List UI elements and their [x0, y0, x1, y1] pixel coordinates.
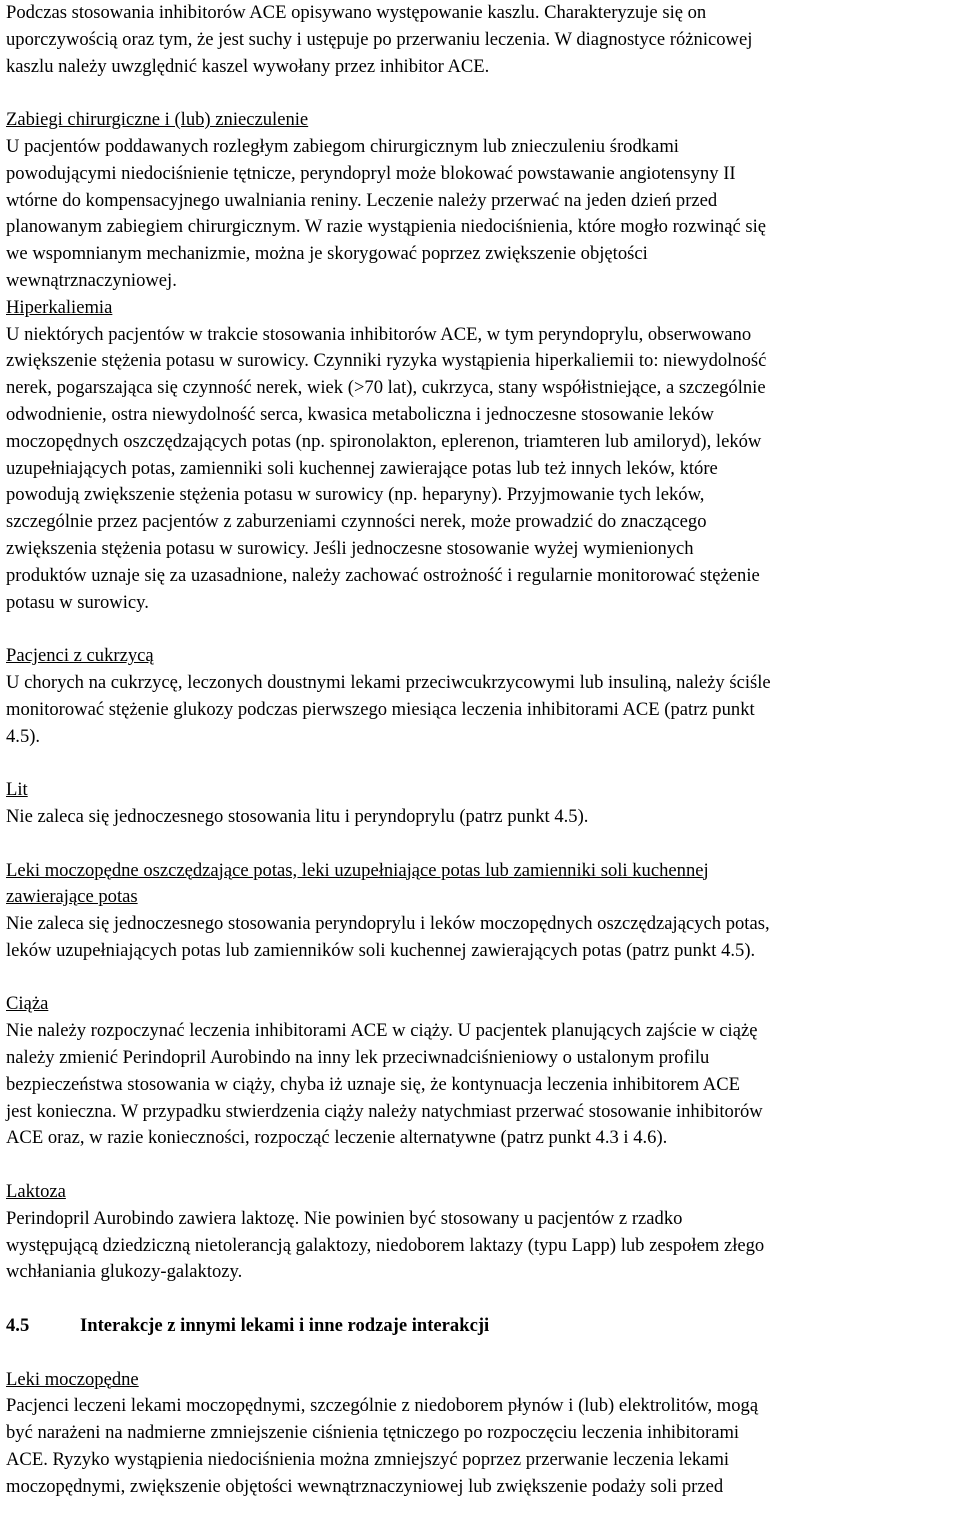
spacer — [6, 1340, 956, 1367]
section-text: Nie zaleca się jednoczesnego stosowania litu i peryndoprylu (patrz punkt 4.5). — [6, 805, 589, 827]
section-text: Nie zaleca się jednoczesnego stosowania peryndoprylu i leków moczopędnych oszczędzających potas, leków uzupełniających potas lub zamienników soli kuchennej zawierających potas (patrz punkt 4.5). — [6, 913, 770, 961]
section-heading: Lit — [6, 779, 28, 801]
section-text: U pacjentów poddawanych rozległym zabiegom chirurgicznym lub znieczuleniu środkami powodującymi niedociśnienie tętnicze, peryndopryl może blokować powstawanie angiotensyny II wtórne do kompensacyjnego uwalniania reniny. Leczenie należy przerwać na jeden dzień przed planowanym zabiegiem chirurgicznym. W razie wystąpienia niedociśnienia, które mogło rozwinąć się we wspomnianym mechanizmie, można je skorygować poprzez zwiększenie objętości wewnątrznaczyniowej. — [6, 135, 767, 291]
section-hyperkalemia — [6, 295, 956, 617]
section-heading: Ciąża — [6, 993, 49, 1015]
section-diuretics — [6, 1367, 956, 1501]
section-text: Nie należy rozpoczynać leczenia inhibitorami ACE w ciąży. U pacjentek planujących zajście w ciążę należy zmienić Perindopril Aurobindo na inny lek przeciwnadciśnieniowy o ustalonym profilu bezpieczeństwa stosowania w ciąży, chyba iż uznaje się, że kontynuacja leczenia inhibitorem ACE jest konieczna. W przypadku stwierdzenia ciąży należy natychmiast przerwać stosowanie inhibitorów ACE oraz, w razie konieczności, rozpocząć leczenie alternatywne (patrz punkt 4.3 i 4.6). — [6, 1020, 763, 1149]
intro-paragraph: Podczas stosowania inhibitorów ACE opisywano występowanie kaszlu. Charakteryzuje się on uporczywością oraz tym, że jest suchy i ustępuje po przerwaniu leczenia. W diagnostyce różnicowej kaszlu należy uwzględnić kaszel wywołany przez inhibitor ACE. — [6, 2, 753, 77]
section-heading: Pacjenci z cukrzycą — [6, 645, 154, 667]
section-diabetes — [6, 643, 956, 750]
section-heading: Leki moczopędne oszczędzające potas, leki uzupełniające potas lub zamienniki soli kuchennej zawierające potas — [6, 859, 709, 908]
document-page — [6, 0, 956, 1501]
spacer — [6, 80, 956, 107]
section-heading: Hiperkaliemia — [6, 296, 113, 318]
section-number: 4.5 — [6, 1315, 30, 1337]
section-text: U chorych na cukrzycę, leczonych doustnymi lekami przeciwcukrzycowymi lub insuliną, należy ściśle monitorować stężenie glukozy podczas pierwszego miesiąca leczenia inhibitorami ACE (patrz punkt 4.5). — [6, 671, 771, 747]
spacer — [6, 750, 956, 777]
spacer — [6, 1152, 956, 1179]
section-heading: Zabiegi chirurgiczne i (lub) znieczulenie — [6, 109, 309, 131]
spacer — [6, 965, 956, 992]
section-text: Pacjenci leczeni lekami moczopędnymi, szczególnie z niedoborem płynów i (lub) elektrolitów, mogą być narażeni na nadmierne zmniejszenie ciśnienia tętniczego po rozpoczęciu leczenia inhibitorami ACE. Ryzyko wystąpienia niedociśnienia można zmniejszyć poprzez przerwanie leczenia lekami moczopędnymi, zwiększenie objętości wewnątrznaczyniowej lub zwiększenie podaży soli przed — [6, 1395, 759, 1497]
spacer — [6, 831, 956, 858]
section-heading: Laktoza — [6, 1181, 66, 1203]
spacer — [6, 1286, 956, 1313]
spacer — [6, 616, 956, 643]
section-pregnancy — [6, 991, 956, 1152]
section-potassium-sparing — [6, 858, 956, 965]
section-lithium — [6, 777, 956, 831]
section-text: U niektórych pacjentów w trakcie stosowania inhibitorów ACE, w tym peryndoprylu, obserwowano zwiększenie stężenia potasu w surowicy. Czynniki ryzyka wystąpienia hiperkaliemii to: niewydolność nerek, pogarszająca się czynność nerek, wiek (>70 lat), cukrzyca, stany współistniejące, a szczególnie odwodnienie, ostra niewydolność serca, kwasica metaboliczna i jednoczesne stosowanie leków moczopędnych oszczędzających potas (np. spironolakton, eplerenon, triamteren lub amiloryd), leków uzupełniających potas, zamienniki soli kuchennej zawierające potas lub też innych leków, które powodują zwiększenie stężenia potasu w surowicy (np. heparyny). Przyjmowanie tych leków, szczególnie przez pacjentów z zaburzeniami czynności nerek, może prowadzić do znaczącego zwiększenia stężenia potasu w surowicy. Jeśli jednoczesne stosowanie wyżej wymienionych produktów uznaje się za uzasadnione, należy zachować ostrożność i regularnie monitorować stężenie potasu w surowicy. — [6, 323, 767, 613]
section-heading: Leki moczopędne — [6, 1368, 139, 1390]
section-lactose — [6, 1179, 956, 1286]
section-4-5-title — [6, 1313, 956, 1340]
section-title-text: Interakcje z innymi lekami i inne rodzaje interakcji — [80, 1315, 490, 1337]
section-surgery — [6, 107, 956, 295]
section-text: Perindopril Aurobindo zawiera laktozę. Nie powinien być stosowany u pacjentów z rzadko występującą dziedziczną nietolerancją galaktozy, niedoborem laktazy (typu Lapp) lub zespołem złego wchłaniania glukozy-galaktozy. — [6, 1207, 765, 1283]
